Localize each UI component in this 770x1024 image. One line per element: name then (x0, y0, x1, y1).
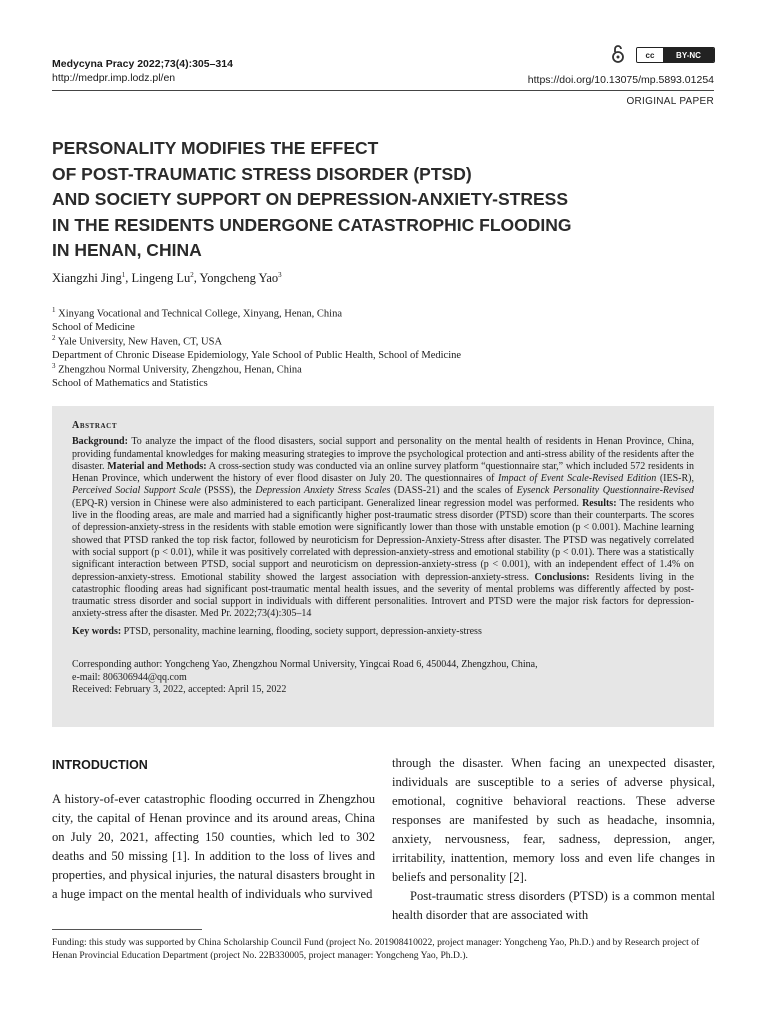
journal-citation: Medycyna Pracy 2022;73(4):305–314 (52, 58, 233, 70)
abstract-text (72, 436, 694, 620)
affiliation (52, 360, 712, 391)
methods-text: (PSSS), the (204, 485, 252, 497)
section-heading: INTRODUCTION (52, 758, 148, 772)
cc-icon: cc (637, 48, 663, 62)
title-line: OF POST-TRAUMATIC STRESS DISORDER (PTSD) (52, 163, 472, 184)
license-type: BY-NC (663, 48, 714, 62)
methods-text: (IES-R), (659, 473, 695, 485)
affiliation-department: School of Mathematics and Statistics (52, 378, 208, 389)
methods-text: A cross-section study was conducted via an online survey platform “questionnaire star,” which included 572 residents in Henan Province, which underwent the history of ever flood disaster on July 20. The questionnaires of (72, 460, 695, 485)
paper-title (52, 136, 612, 264)
affiliation (52, 332, 712, 363)
body-column-right (392, 754, 715, 925)
background-label: Background: (72, 436, 128, 448)
paragraph: A history-of-ever catastrophic flooding occurred in Zhengzhou city, the capital of Henan province and its around areas, China on July 20, 2021, affecting 150 counties, which led to 302 deaths and 50 missing [1]. In addition to the loss of lives and properties, and physical injuries, the natural disasters brought in a huge impact on the mental health of individuals who survived (52, 792, 375, 901)
results-text: The residents who live in the flooding areas, are male and married had a significantly higher post-traumatic stress disorder (PTSD) score than their counterparts. The scores of depression-anxiety-stress in the residents with stable emotion were significantly lower than those with unstable emotion (p < 0.001). Machine learning showed that PTSD ranked the top risk factor, followed by neuroticism for Depression-Anxiety-Stress after disaster. The PTSD was negatively correlated with social support (p < 0.01), while it was positively correlated with depression-anxiety-stress and emotional stability (p < 0.01). There was a statistically significant interaction between PTSD, social support and neuroticism on depression-anxiety-stress (p < 0.001), with an independent effect of 1.4% on depression-anxiety-stress. Emotional stability showed the largest association with depression-anxiety-stress. (72, 497, 694, 583)
title-line: IN THE RESIDENTS UNDERGONE CATASTROPHIC FLOODING (52, 214, 572, 235)
footnote-divider (52, 929, 202, 930)
open-access-icon (611, 44, 625, 64)
author-list: Xiangzhi Jing$^1$, Lingeng Lu$^2$, Yongcheng Yao$^3$ (52, 271, 282, 286)
body-column-left (52, 790, 375, 904)
author-sup: 3 (278, 271, 282, 279)
doi-link[interactable]: https://doi.org/10.13075/mp.5893.01254 (527, 74, 714, 86)
author-sup: 2 (190, 271, 194, 279)
background-text: To analyze the impact of the flood disasters, social support and personality on the mental health of residents in Henan Province, China, providing fundamental knowledges for making measuring strategies to improve the psychological protection and anti-stress ability of the residents after the disaster. (72, 436, 694, 472)
abstract-box (52, 406, 714, 727)
keywords (72, 626, 694, 638)
cc-by-nc-license-badge[interactable] (636, 47, 715, 63)
affiliation-institution: Xinyang Vocational and Technical College, Xinyang, Henan, China (58, 308, 342, 320)
email[interactable]: e-mail: 806306944@qq.com (72, 671, 187, 683)
title-line: AND SOCIETY SUPPORT ON DEPRESSION-ANXIETY-STRESS (52, 189, 569, 209)
received-date: Received: February 3, 2022, accepted: April 15, 2022 (72, 684, 287, 696)
scale-name: Eysenck Personality Questionnaire-Revised (516, 485, 695, 497)
conclusions-text: Residents living in the catastrophic flooding areas had significant post-traumatic mental health issues, and the severity of mental problems was differently affected by post-traumatic stress disorder and social support in individuals with different personalities. Introvert and PTSD were the major risk factors for depression-anxiety-stress after the disaster. Med Pr. 2022;73(4):305–14 (72, 571, 694, 620)
correspondence (72, 659, 694, 697)
methods-text: (EPQ-R) version in Chinese were also administered to each participant. Generalized linear regression model was performed. (72, 497, 579, 509)
header-divider (52, 90, 714, 91)
affiliation-institution: Yale University, New Haven, CT, USA (57, 336, 223, 348)
methods-label: Material and Methods: (107, 460, 207, 472)
journal-url[interactable]: http://medpr.imp.lodz.pl/en (52, 72, 176, 84)
affiliation-department: School of Medicine (52, 322, 135, 333)
methods-text: (DASS-21) and the scales of (394, 485, 513, 497)
title-line: IN HENAN, CHINA (52, 240, 202, 260)
affiliation-sup: 1 (52, 306, 56, 314)
scale-name: Perceived Social Support Scale (72, 485, 201, 497)
keywords-text: PTSD, personality, machine learning, flooding, society support, depression-anxiety-stress (123, 625, 482, 637)
author-name: Lingeng Lu (131, 271, 191, 286)
affiliation-department: Department of Chronic Disease Epidemiology, Yale School of Public Health, School of Medicine (52, 350, 462, 361)
corresponding-author: Corresponding author: Yongcheng Yao, Zhengzhou Normal University, Yingcai Road 6, 450044, Zhengzhou, China, (72, 659, 538, 671)
title-line: PERSONALITY MODIFIES THE EFFECT (52, 138, 379, 158)
paragraph: through the disaster. When facing an unexpected disaster, individuals are susceptible to a series of adverse physical, emotional, cognitive behavioral reactions. These adverse responses are manifested by such as headache, insomnia, anxiety, nervousness, fear, sadness, depression, anger, irritability, inattention, memory loss and even life changes in beliefs and personality [2]. (392, 756, 715, 884)
author-sup: 1 (121, 271, 126, 279)
conclusions-label: Conclusions: (534, 571, 590, 583)
abstract-heading: Abstract (72, 420, 118, 431)
author-name: Yongcheng Yao (199, 271, 279, 286)
affiliation-sup: 2 (52, 334, 56, 342)
results-label: Results: (582, 497, 617, 509)
scale-name: Impact of Event Scale-Revised Edition (498, 473, 657, 485)
affiliation-institution: Zhengzhou Normal University, Zhengzhou, Henan, China (58, 364, 302, 376)
paper-type-label: ORIGINAL PAPER (626, 96, 714, 107)
keywords-label: Key words: (72, 625, 122, 637)
paragraph: Post-traumatic stress disorders (PTSD) is a common mental health disorder that are associated with (392, 889, 715, 922)
scale-name: Depression Anxiety Stress Scales (255, 485, 391, 497)
author-name: Xiangzhi Jing (52, 271, 122, 286)
affiliation-sup: 3 (52, 362, 56, 370)
funding-footnote: Funding: this study was supported by China Scholarship Council Fund (project No. 201908410022, project manager: Yongcheng Yao, Ph.D.) and by Research project of Henan Provincial Education Department (project No. 22B330005, project manager: Yongcheng Yao, Ph.D.). (52, 937, 700, 961)
affiliation (52, 304, 712, 335)
